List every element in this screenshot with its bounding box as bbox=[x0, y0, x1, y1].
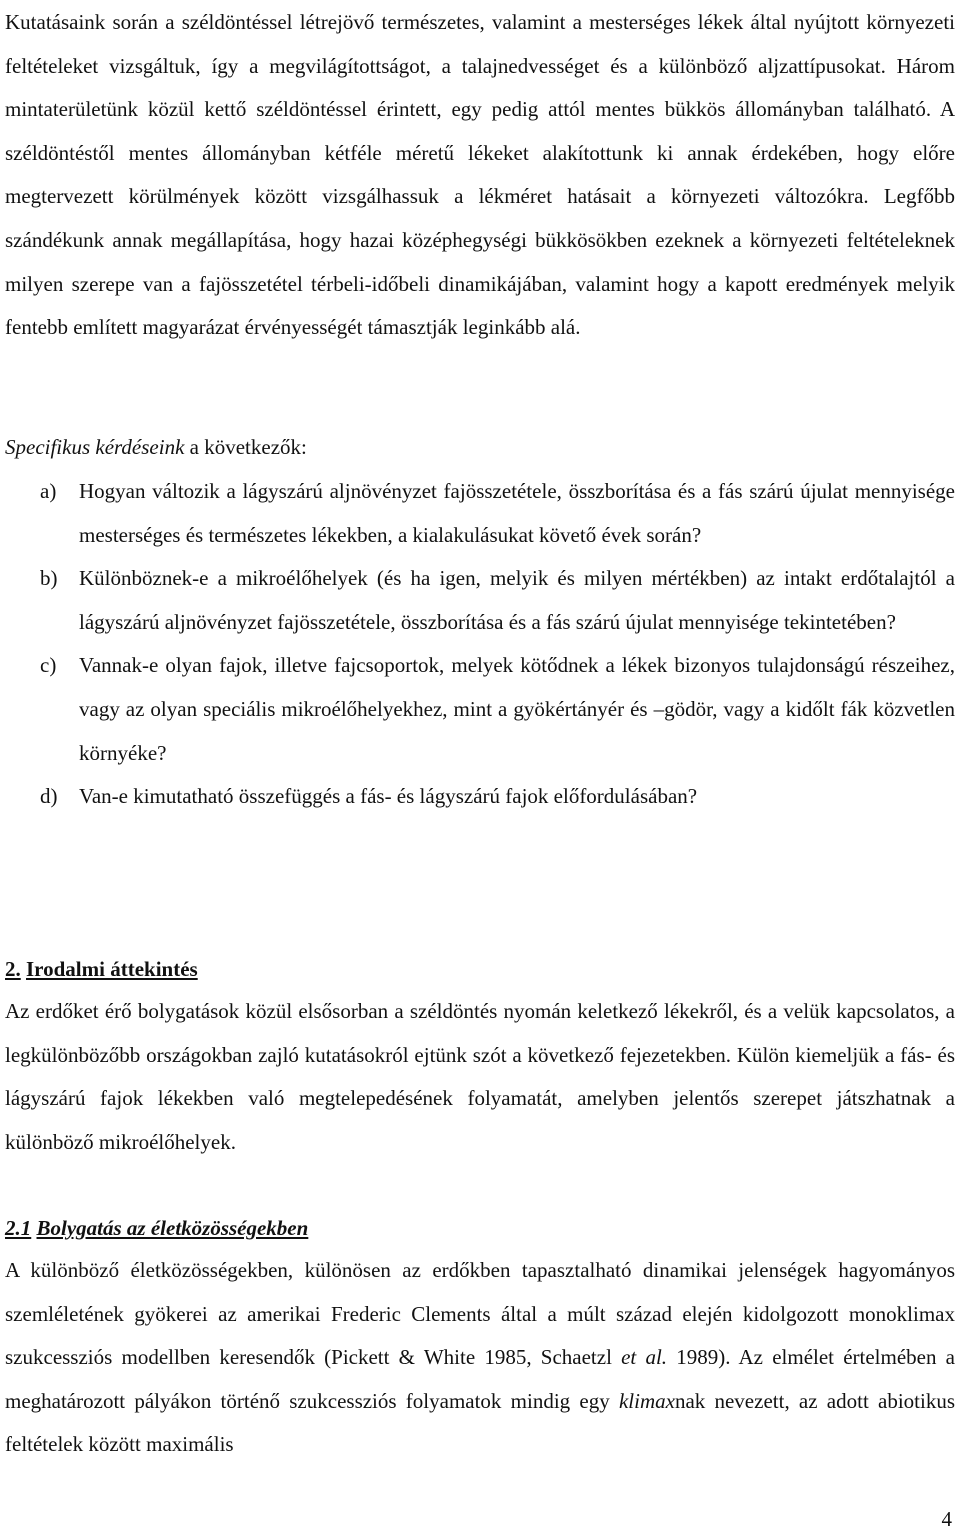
subsection-heading bbox=[5, 1207, 955, 1251]
term-klimax: klimax bbox=[618, 1388, 675, 1413]
list-item bbox=[5, 470, 955, 557]
questions-list bbox=[5, 470, 955, 819]
section-heading bbox=[5, 948, 955, 992]
subsection-title: Bolygatás az életközösségekben bbox=[36, 1216, 309, 1240]
list-item bbox=[5, 557, 955, 644]
list-item bbox=[5, 775, 955, 819]
section-title: Irodalmi áttekintés bbox=[26, 957, 198, 981]
specific-questions-rest: a következők: bbox=[184, 435, 307, 459]
intro-paragraph: Kutatásaink során a széldöntéssel létrejövő természetes, valamint a mesterséges lékek által nyújtott környezeti feltételeket vizsgáltuk, így a megvilágítottságot, a talajnedvességet és a különböző aljzattípusokat. Három mintaterületünk közül kettő széldöntéssel érintett, egy pedig attól mentes bükkös állományban található. A széldöntéstől mentes állományban kétféle méretű lékeket alakítottunk ki annak érdekében, hogy előre megtervezett körülmények között vizsgálhassuk a lékméret hatásait a környezeti változókra. Legfőbb szándékunk annak megállapítása, hogy hazai középhegységi bükkösökben ezeknek a környezeti feltételeknek milyen szerepe van a fajösszetétel térbeli-időbeli dinamikájában, valamint hogy a kapott eredmények melyik fentebb említett magyarázat érvényességét támasztják leginkább alá. bbox=[5, 10, 955, 340]
list-marker: b) bbox=[40, 566, 58, 591]
list-item-text: Különböznek-e a mikroélőhelyek (és ha igen, melyik és milyen mértékben) az intakt erdőtalajtól a lágyszárú aljnövényzet fajösszetétele, összborítása és a fás szárú újulat mennyisége tekintetében? bbox=[79, 566, 955, 634]
list-item bbox=[5, 644, 955, 775]
list-item-text: Hogyan változik a lágyszárú aljnövényzet fajösszetétele, összborítása és a fás szárú újulat mennyisége mesterséges és természetes lékekben, a kialakulásukat követő évek során? bbox=[79, 479, 955, 547]
subsection-paragraph bbox=[5, 1249, 955, 1467]
list-item-text: Van-e kimutatható összefüggés a fás- és lágyszárú fajok előfordulásában? bbox=[79, 784, 698, 809]
subsection-number: 2.1 bbox=[5, 1216, 32, 1240]
specific-questions-italic: Specifikus kérdéseink bbox=[5, 435, 185, 459]
page-number: 4 bbox=[941, 1507, 952, 1531]
subsection-text-2: 1989). Az elmélet értelmében a meghatározott pályákon történő szukcessziós folyamatok mindig egy bbox=[5, 1345, 955, 1413]
list-marker: c) bbox=[40, 653, 57, 678]
citation-etal: et al. bbox=[621, 1345, 668, 1370]
specific-questions-lead bbox=[5, 426, 955, 470]
list-item-text: Vannak-e olyan fajok, illetve fajcsoportok, melyek kötődnek a lékek bizonyos tulajdonságú részeihez, vagy az olyan speciális mikroélőhelyekhez, mint a gyökértányér és –gödör, vagy a kidőlt fák közvetlen környéke? bbox=[79, 653, 955, 765]
subsection-text-1: A különböző életközösségekben, különösen az erdőkben tapasztalható dinamikai jelenségek hagyományos szemléletének gyökerei az amerikai Frederic Clements által a múlt század elején kidolgozott monoklimax szukcessziós modellben keresendők (Pickett & White 1985, Schaetzl bbox=[5, 1258, 955, 1370]
section-number: 2. bbox=[5, 957, 21, 981]
section-paragraph: Az erdőket érő bolygatások közül elsősorban a széldöntés nyomán keletkező lékekről, és a velük kapcsolatos, a legkülönbözőbb országokban zajló kutatásokról ejtünk szót a következő fejezetekben. Külön kiemeljük a fás- és lágyszárú fajok lékekben való megtelepedésének folyamatát, amelyben jelentős szerepet játszhatnak a különböző mikroélőhelyek. bbox=[5, 999, 955, 1154]
subsection-text-3: nak nevezett, az adott abiotikus feltételek között maximális bbox=[5, 1388, 956, 1457]
list-marker: a) bbox=[40, 479, 57, 503]
list-marker: d) bbox=[40, 784, 58, 809]
